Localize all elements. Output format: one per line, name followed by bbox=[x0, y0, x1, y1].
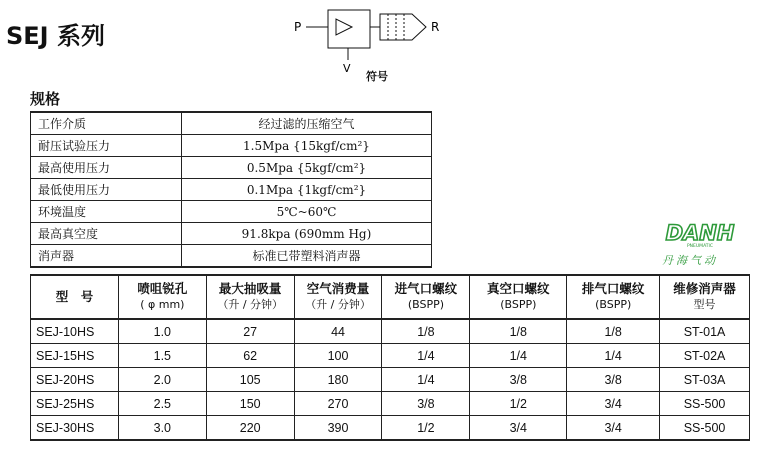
table-row bbox=[31, 368, 750, 392]
table-cell: ST-02A bbox=[660, 344, 750, 368]
table-cell: 2.0 bbox=[118, 368, 206, 392]
spec-key: 耐压试验压力 bbox=[31, 135, 182, 157]
column-header-main: 排气口螺纹 bbox=[581, 281, 645, 296]
table-cell: ST-03A bbox=[660, 368, 750, 392]
table-cell: 27 bbox=[206, 319, 294, 344]
table-cell: 220 bbox=[206, 416, 294, 441]
column-header bbox=[470, 275, 567, 319]
spec-key: 工作介质 bbox=[31, 112, 182, 135]
column-header-sub: ( φ mm) bbox=[140, 298, 185, 311]
svg-text:PNEUMATIC: PNEUMATIC bbox=[686, 244, 714, 249]
column-header-main: 型 号 bbox=[55, 289, 94, 304]
spec-value: 标准已带塑料消声器 bbox=[182, 245, 432, 268]
table-cell: 1/8 bbox=[470, 319, 567, 344]
table-cell: 150 bbox=[206, 392, 294, 416]
table-cell: 44 bbox=[294, 319, 382, 344]
table-cell: 390 bbox=[294, 416, 382, 441]
spec-table bbox=[30, 111, 432, 268]
column-header bbox=[660, 275, 750, 319]
column-header-main: 最大抽吸量 bbox=[218, 281, 282, 296]
spec-value: 1.5Mpa {15kgf/cm²} bbox=[182, 135, 432, 157]
table-cell: 3/8 bbox=[470, 368, 567, 392]
spec-row bbox=[31, 223, 432, 245]
spec-key: 最高真空度 bbox=[31, 223, 182, 245]
spec-value: 91.8kpa (690mm Hg) bbox=[182, 223, 432, 245]
table-cell: 1/2 bbox=[382, 416, 470, 441]
symbol-p-label: P bbox=[294, 20, 302, 34]
table-cell: 1.0 bbox=[118, 319, 206, 344]
column-header-main: 空气消费量 bbox=[306, 281, 370, 296]
symbol-r-label: R bbox=[431, 20, 440, 34]
column-header-sub: （升 / 分钟） bbox=[305, 298, 371, 311]
model-cell: SEJ-20HS bbox=[31, 368, 119, 392]
column-header bbox=[31, 275, 119, 319]
spec-key: 最高使用压力 bbox=[31, 157, 182, 179]
column-header bbox=[118, 275, 206, 319]
spec-row bbox=[31, 245, 432, 268]
table-cell: 62 bbox=[206, 344, 294, 368]
symbol-caption: 符号 bbox=[366, 70, 388, 83]
model-cell: SEJ-15HS bbox=[31, 344, 119, 368]
model-cell: SEJ-30HS bbox=[31, 416, 119, 441]
column-header bbox=[382, 275, 470, 319]
ejector-symbol-diagram bbox=[290, 4, 450, 74]
table-cell: 3.0 bbox=[118, 416, 206, 441]
table-cell: 1/4 bbox=[382, 344, 470, 368]
table-cell: 2.5 bbox=[118, 392, 206, 416]
symbol-v-label: V bbox=[343, 62, 351, 74]
table-row bbox=[31, 416, 750, 441]
column-header bbox=[294, 275, 382, 319]
table-cell: 1/4 bbox=[567, 344, 660, 368]
model-cell: SEJ-25HS bbox=[31, 392, 119, 416]
column-header-main: 维修消声器 bbox=[673, 281, 736, 296]
table-cell: 3/4 bbox=[470, 416, 567, 441]
table-row bbox=[31, 344, 750, 368]
table-cell: 1/4 bbox=[382, 368, 470, 392]
table-row bbox=[31, 392, 750, 416]
column-header-sub: （升 / 分钟） bbox=[217, 298, 284, 311]
spec-row bbox=[31, 135, 432, 157]
table-cell: SS-500 bbox=[660, 416, 750, 441]
table-cell: 1.5 bbox=[118, 344, 206, 368]
table-cell: 3/4 bbox=[567, 416, 660, 441]
column-header-sub: 型号 bbox=[693, 298, 716, 311]
table-cell: 3/4 bbox=[567, 392, 660, 416]
column-header-main: 进气口螺纹 bbox=[394, 281, 458, 296]
column-header bbox=[567, 275, 660, 319]
table-cell: 100 bbox=[294, 344, 382, 368]
column-header-sub: (BSPP) bbox=[407, 298, 444, 311]
table-cell: ST-01A bbox=[660, 319, 750, 344]
table-cell: 105 bbox=[206, 368, 294, 392]
table-cell: 270 bbox=[294, 392, 382, 416]
spec-heading: 规格 bbox=[30, 90, 61, 108]
column-header-main: 真空口螺纹 bbox=[487, 281, 550, 296]
table-cell: 1/4 bbox=[470, 344, 567, 368]
model-table bbox=[30, 274, 750, 441]
column-header-sub: (BSPP) bbox=[500, 298, 537, 311]
column-header-sub: (BSPP) bbox=[595, 298, 632, 311]
table-cell: 1/8 bbox=[382, 319, 470, 344]
svg-text:DANH: DANH bbox=[665, 221, 735, 245]
spec-value: 经过滤的压缩空气 bbox=[182, 112, 432, 135]
table-cell: 1/8 bbox=[567, 319, 660, 344]
spec-value: 0.5Mpa {5kgf/cm²} bbox=[182, 157, 432, 179]
logo-caption: 丹海气动 bbox=[662, 254, 718, 267]
spec-row bbox=[31, 112, 432, 135]
spec-value: 5℃~60℃ bbox=[182, 201, 432, 223]
table-cell: 180 bbox=[294, 368, 382, 392]
table-cell: 3/8 bbox=[382, 392, 470, 416]
page-title: SEJ 系列 bbox=[6, 22, 105, 50]
spec-row bbox=[31, 179, 432, 201]
spec-row bbox=[31, 201, 432, 223]
spec-key: 最低使用压力 bbox=[31, 179, 182, 201]
table-row bbox=[31, 319, 750, 344]
table-cell: 3/8 bbox=[567, 368, 660, 392]
table-cell: 1/2 bbox=[470, 392, 567, 416]
column-header bbox=[206, 275, 294, 319]
table-cell: SS-500 bbox=[660, 392, 750, 416]
spec-value: 0.1Mpa {1kgf/cm²} bbox=[182, 179, 432, 201]
spec-key: 消声器 bbox=[31, 245, 182, 268]
column-header-main: 喷咀锐孔 bbox=[137, 281, 188, 296]
spec-key: 环境温度 bbox=[31, 201, 182, 223]
spec-row bbox=[31, 157, 432, 179]
model-cell: SEJ-10HS bbox=[31, 319, 119, 344]
